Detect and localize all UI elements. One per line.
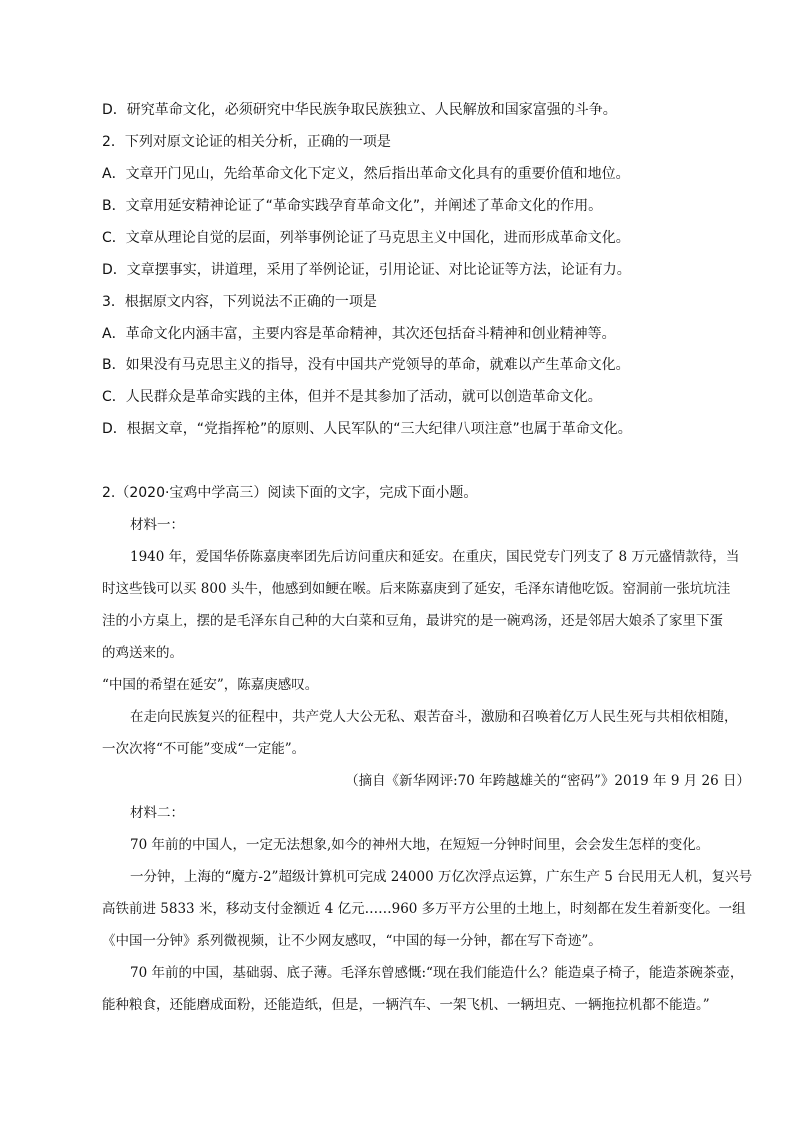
material2-title: 材料二： (130, 805, 184, 821)
material1-source: （摘自《新华网评:70 年跨越雄关的“密码”》2019 年 9 月 26 日） (345, 773, 750, 789)
material1-line: 一次次将“不可能”变成“一定能”。 (102, 741, 306, 757)
q3-option-b: B．如果没有马克思主义的指导，没有中国共产党领导的革命，就难以产生革命文化。 (102, 357, 630, 373)
material2-line: 高铁前进 5833 米，移动支付金额近 4 亿元……960 多万平方公里的土地上，时刻都在发生着新变化。一组 (102, 901, 746, 917)
material2-line: 70 年前的中国人，一定无法想象,如今的神州大地，在短短一分钟时间里，会会发生怎样的变化。 (130, 837, 710, 853)
q3-stem: 3．根据原文内容，下列说法不正确的一项是 (102, 294, 377, 310)
q3-option-c: C．人民群众是革命实践的主体，但并不是其参加了活动，就可以创造革命文化。 (102, 389, 602, 405)
problem2-header: 2.（2020·宝鸡中学高三）阅读下面的文字，完成下面小题。 (102, 485, 478, 501)
material2-line: 《中国一分钟》系列微视频，让不少网友感叹，“中国的每一分钟，都在写下奇迹”。 (102, 933, 602, 949)
material2-line: 一分钟，上海的“魔方-2”超级计算机可完成 24000 万亿次浮点运算，广东生产 5 台民用无人机，复兴号 (130, 869, 753, 885)
q2-option-c: C．文章从理论自觉的层面，列举事例论证了马克思主义中国化，进而形成革命文化。 (102, 230, 630, 246)
q2-stem: 2．下列对原文论证的相关分析，正确的一项是 (102, 134, 391, 150)
q3-option-d: D．根据文章，“党指挥枪”的原则、人民军队的“三大纪律八项注意”也属于革命文化。 (102, 421, 632, 437)
material1-line: 时这些钱可以买 800 头牛，他感到如鲠在喉。后来陈嘉庚到了延安，毛泽东请他吃饭。窑洞前一张坑坑洼 (102, 581, 731, 597)
material1-line: 的鸡送来的。 (102, 645, 183, 661)
q2-option-b: B．文章用延安精神论证了“革命实践孕育革命文化”，并阐述了革命文化的作用。 (102, 198, 603, 214)
material2-line: 能种粮食，还能磨成面粉，还能造纸，但是，一辆汽车、一架飞机、一辆坦克、一辆拖拉机都不能造。” (102, 997, 710, 1013)
q1-option-d: D．研究革命文化，必须研究中华民族争取民族独立、人民解放和国家富强的斗争。 (102, 102, 617, 118)
material1-title: 材料一： (130, 517, 184, 533)
material1-line: 洼的小方桌上，摆的是毛泽东自己种的大白菜和豆角，最讲究的是一碗鸡汤，还是邻居大娘杀了家里下蛋 (102, 613, 723, 629)
material1-quote: “中国的希望在延安”，陈嘉庚感叹。 (102, 677, 319, 693)
material1-line: 1940 年，爱国华侨陈嘉庚率团先后访问重庆和延安。在重庆，国民党专门列支了 8 万元盛情款待，当 (130, 549, 740, 565)
q2-option-d: D．文章摆事实，讲道理，采用了举例论证，引用论证、对比论证等方法，论证有力。 (102, 262, 631, 278)
q3-option-a: A．革命文化内涵丰富，主要内容是革命精神，其次还包括奋斗精神和创业精神等。 (102, 326, 616, 342)
q2-option-a: A．文章开门见山，先给革命文化下定义，然后指出革命文化具有的重要价值和地位。 (102, 166, 630, 182)
material1-line: 在走向民族复兴的征程中，共产党人大公无私、艰苦奋斗，激励和召唤着亿万人民生死与共相依相随， (130, 709, 738, 725)
material2-line: 70 年前的中国，基础弱、底子薄。毛泽东曾感慨:“现在我们能造什么？能造桌子椅子，能造茶碗茶壶， (130, 965, 744, 981)
